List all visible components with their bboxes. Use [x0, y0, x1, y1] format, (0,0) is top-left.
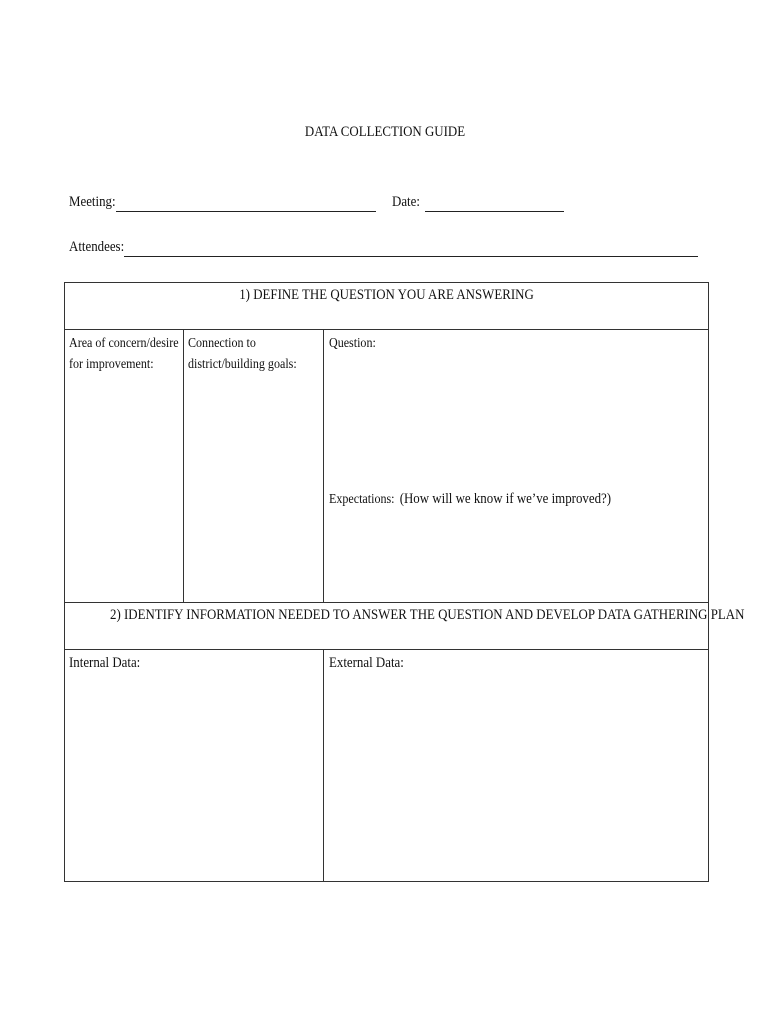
section2-heading: 2) IDENTIFY INFORMATION NEEDED TO ANSWER THE QUESTION AND DEVELOP DATA GATHERING PLAN	[110, 607, 745, 623]
external-data-label: External Data:	[329, 655, 404, 671]
document-title: DATA COLLECTION GUIDE	[304, 124, 466, 140]
section2-top-divider	[65, 602, 708, 603]
attendees-blank[interactable]	[124, 256, 698, 257]
attendees-label: Attendees:	[69, 239, 125, 255]
area-of-concern-label: Area of concern/desire for improvement:	[69, 336, 179, 372]
question-label: Question:	[329, 336, 376, 351]
external-data-cell[interactable]	[324, 678, 708, 881]
date-blank[interactable]	[425, 211, 564, 212]
expectations-cell[interactable]	[324, 493, 708, 601]
internal-data-label: Internal Data:	[69, 655, 141, 671]
meeting-blank[interactable]	[116, 211, 376, 212]
date-label: Date:	[392, 194, 420, 210]
meeting-label: Meeting:	[69, 194, 116, 210]
connection-cell[interactable]	[184, 330, 323, 602]
section2-heading-divider	[65, 649, 708, 650]
expectations-note: (How will we know if we’ve improved?)	[399, 491, 612, 507]
internal-data-cell[interactable]	[65, 678, 323, 881]
form-table	[64, 282, 745, 882]
area-of-concern-cell[interactable]	[65, 330, 183, 602]
expectations-label: Expectations:	[329, 492, 395, 507]
question-cell[interactable]	[324, 353, 708, 463]
connection-label: Connection to district/building goals:	[188, 336, 297, 372]
section1-heading: 1) DEFINE THE QUESTION YOU ARE ANSWERING	[239, 287, 534, 303]
